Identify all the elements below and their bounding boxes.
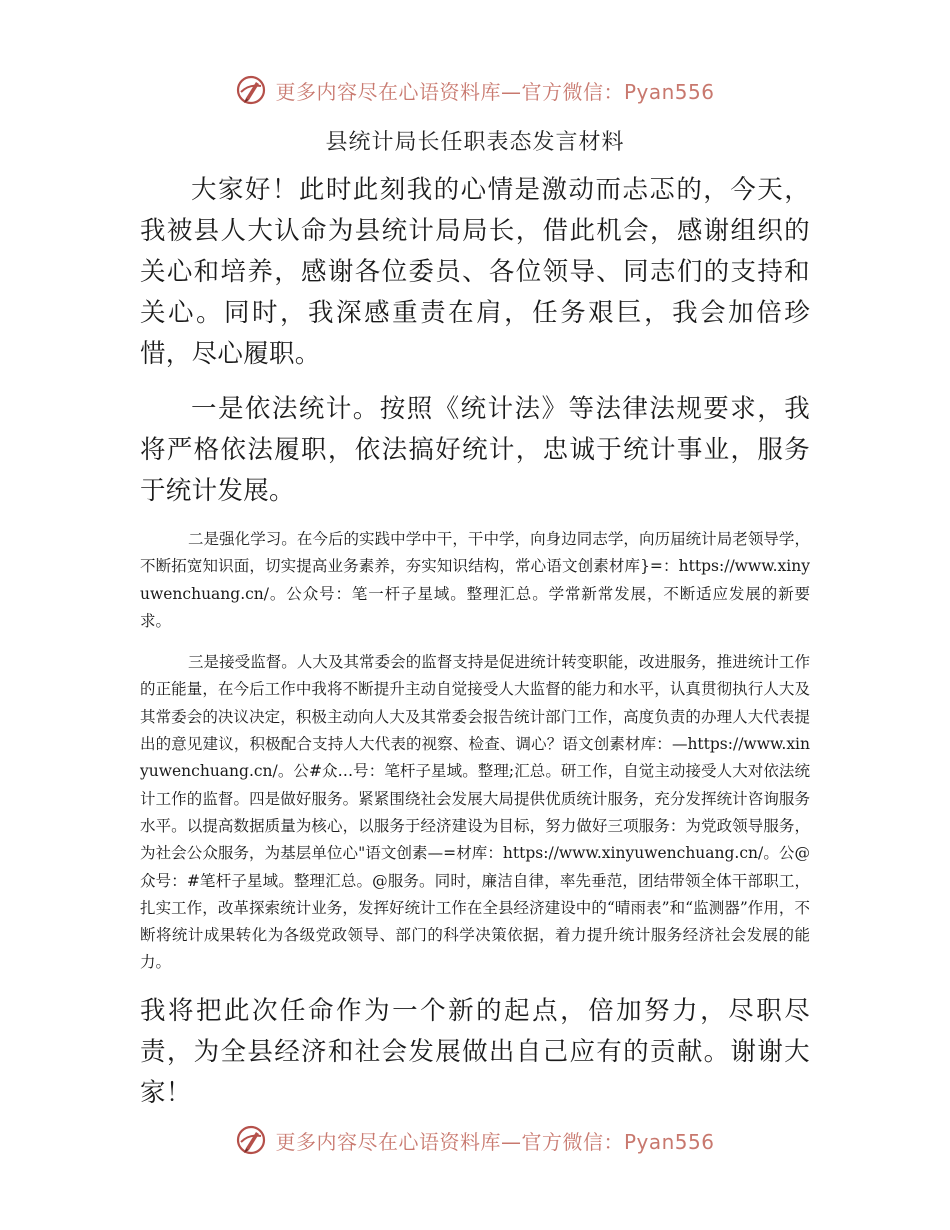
banner-text: 更多内容尽在心语资料库—官方微信：Pyan556 xyxy=(275,79,715,104)
header-banner xyxy=(0,70,950,110)
paragraph-point-two: 二是强化学习。在今后的实践中学中干，干中学，向身边同志学，向历届统计局老领导学，不断拓宽知识面，切实提高业务素养，夯实知识结构，常心语文创素材库}=：https://www.xinyuwenchuang.cn/。公众号：笔一杆子星域。整理汇总。学常新常发展，不断适应发展的新要求。 xyxy=(140,530,810,630)
banner-text: 更多内容尽在心语资料库—官方微信：Pyan556 xyxy=(275,1129,715,1154)
paragraph-point-three: 三是接受监督。人大及其常委会的监督支持是促进统计转变职能，改进服务，推进统计工作的正能量，在今后工作中我将不断提升主动自觉接受人大监督的能力和水平，认真贯彻执行人大及其常委会的决议决定，积极主动向人大及其常委会报告统计部门工作，高度负责的办理人大代表提出的意见建议，积极配合支持人大代表的视察、检查、调心？语文创素材库：—https://www.xinyuwenchuang.cn/。公#众…号：笔杆子星域。整理;汇总。研工作，自觉主动接受人大对依法统计工作的监督。四是做好服务。紧紧围绕社会发展大局提供优质统计服务，充分发挥统计咨询服务水平。以提高数据质量为核心，以服务于经济建设为目标，努力做好三项服务：为党政领导服务，为社会公众服务，为基层单位心"语文创素—=材库：https://www.xinyuwenchuang.cn/。公@众号：#笔杆子星域。整理汇总。@服务。同时，廉洁自律，率先垂范，团结带领全体干部职工，扎实工作，改革探索统计业务，发挥好统计工作在全县经济建设中的“晴雨表”和“监测器”作用，不断将统计成果转化为各级党政领导、部门的科学决策依据，着力提升统计服务经济社会发展的能力。 xyxy=(140,653,810,972)
paragraph-greeting: 大家好！此时此刻我的心情是激动而忐忑的，今天，我被县人大认命为县统计局局长，借此机会，感谢组织的关心和培养，感谢各位委员、各位领导、同志们的支持和关心。同时，我深感重责在肩，任务艰巨，我会加倍珍惜，尽心履职。 xyxy=(140,175,810,369)
footer-banner xyxy=(0,1120,950,1160)
document-body xyxy=(140,170,810,1128)
pen-logo-icon xyxy=(235,1124,267,1156)
pen-logo-icon xyxy=(235,74,267,106)
paragraph-closing: 我将把此次任命作为一个新的起点，倍加努力，尽职尽责，为全县经济和社会发展做出自己应有的贡献。谢谢大家！ xyxy=(140,995,810,1108)
document-title: 县统计局长任职表态发言材料 xyxy=(325,130,625,155)
paragraph-point-one: 一是依法统计。按照《统计法》等法律法规要求，我将严格依法履职，依法搞好统计，忠诚于统计事业，服务于统计发展。 xyxy=(140,394,810,506)
